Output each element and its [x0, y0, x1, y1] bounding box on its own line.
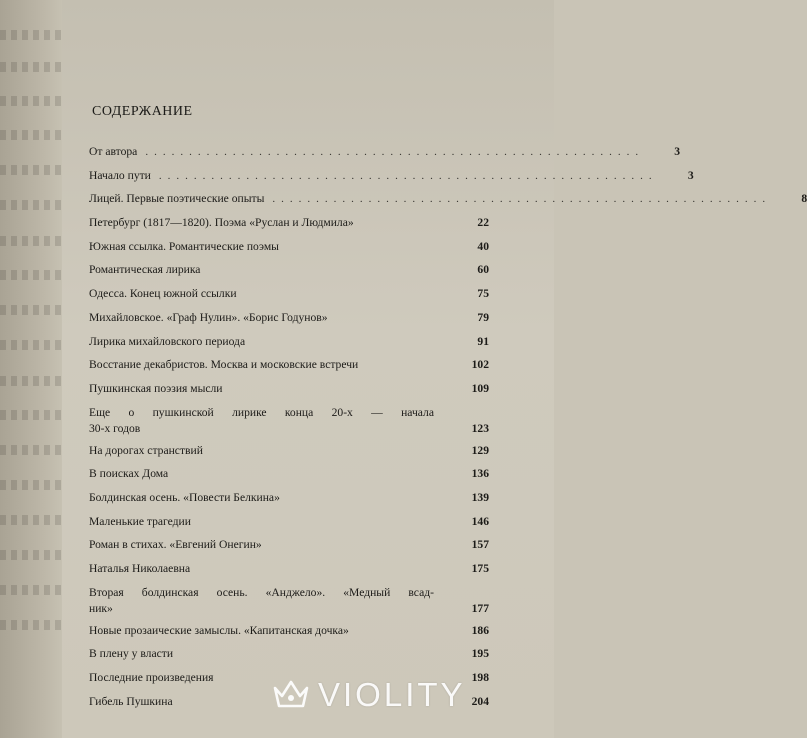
- page-number: 136: [471, 467, 489, 481]
- page-number: 109: [471, 381, 489, 395]
- toc-entry: Вторая болдинская осень. «Анджело». «Медный всад- ник» 177: [89, 585, 489, 615]
- toc-entry: От автора ......................................................... 3: [89, 145, 681, 158]
- page-number: 91: [477, 334, 489, 348]
- toc-entry: Южная ссылка. Романтические поэмы 40: [89, 239, 489, 253]
- page-number: 3: [687, 168, 694, 182]
- page-number: 60: [477, 263, 489, 277]
- toc-entry: Начало пути ......................................................... 3: [89, 168, 694, 182]
- page-number: 22: [477, 216, 489, 230]
- toc-entry: Последние произведения 198: [89, 671, 489, 685]
- page-number: 123: [471, 421, 489, 435]
- page-number: 75: [477, 287, 489, 301]
- page-number: 79: [477, 310, 489, 324]
- toc-title: СОДЕРЖАНИЕ: [92, 104, 193, 119]
- toc-entry: Новые прозаические замыслы. «Капитанская дочка» 186: [89, 623, 489, 637]
- toc-entry: Лирика михайловского периода 91: [89, 334, 489, 348]
- watermark: [272, 676, 466, 714]
- page-number: 175: [471, 562, 489, 575]
- page-number: 198: [471, 671, 489, 685]
- toc-entry: Восстание декабристов. Москва и московские встречи 102: [89, 358, 489, 372]
- toc-entry: В поисках Дома 136: [89, 467, 489, 481]
- toc-entry: Пушкинская поэзия мысли 109: [89, 381, 489, 395]
- page-number: 129: [471, 443, 489, 457]
- toc-entry: Михайловское. «Граф Нулин». «Борис Годунов» 79: [89, 310, 489, 324]
- toc-entry: Романтическая лирика 60: [89, 263, 489, 277]
- page-number: 204: [471, 694, 489, 708]
- page-number: 139: [471, 490, 489, 504]
- page-number: 8: [801, 192, 807, 206]
- toc-list: [89, 144, 807, 717]
- toc-entry: Маленькие трагедии 146: [89, 514, 489, 528]
- page-number: 40: [477, 239, 489, 253]
- toc-entry: Наталья Николаевна 175: [89, 562, 489, 575]
- page-number: 146: [471, 514, 489, 528]
- watermark-text: VIOLITY: [318, 676, 466, 713]
- page-number: 157: [471, 538, 489, 552]
- toc-entry: Петербург (1817—1820). Поэма «Руслан и Людмила» 22: [89, 216, 489, 230]
- page-number: 186: [471, 623, 489, 637]
- toc-entry: Болдинская осень. «Повести Белкина» 139: [89, 490, 489, 504]
- toc-entry: В плену у власти 195: [89, 647, 489, 661]
- toc-entry: На дорогах странствий 129: [89, 443, 489, 457]
- toc-entry: Лицей. Первые поэтические опыты ......................................................... 8: [89, 192, 807, 206]
- page-number: 177: [471, 601, 489, 615]
- toc-entry: Гибель Пушкина 204: [89, 694, 489, 708]
- toc-entry: Еще о пушкинской лирике конца 20-х — начала 30-х годов 123: [89, 405, 489, 435]
- crown-icon: [272, 678, 310, 712]
- toc-entry: Одесса. Конец южной ссылки 75: [89, 287, 489, 301]
- adjacent-page: [0, 0, 62, 738]
- page-number: 3: [674, 145, 681, 158]
- toc-entry: Роман в стихах. «Евгений Онегин» 157: [89, 538, 489, 552]
- page-number: 102: [471, 358, 489, 372]
- page-number: 195: [471, 647, 489, 661]
